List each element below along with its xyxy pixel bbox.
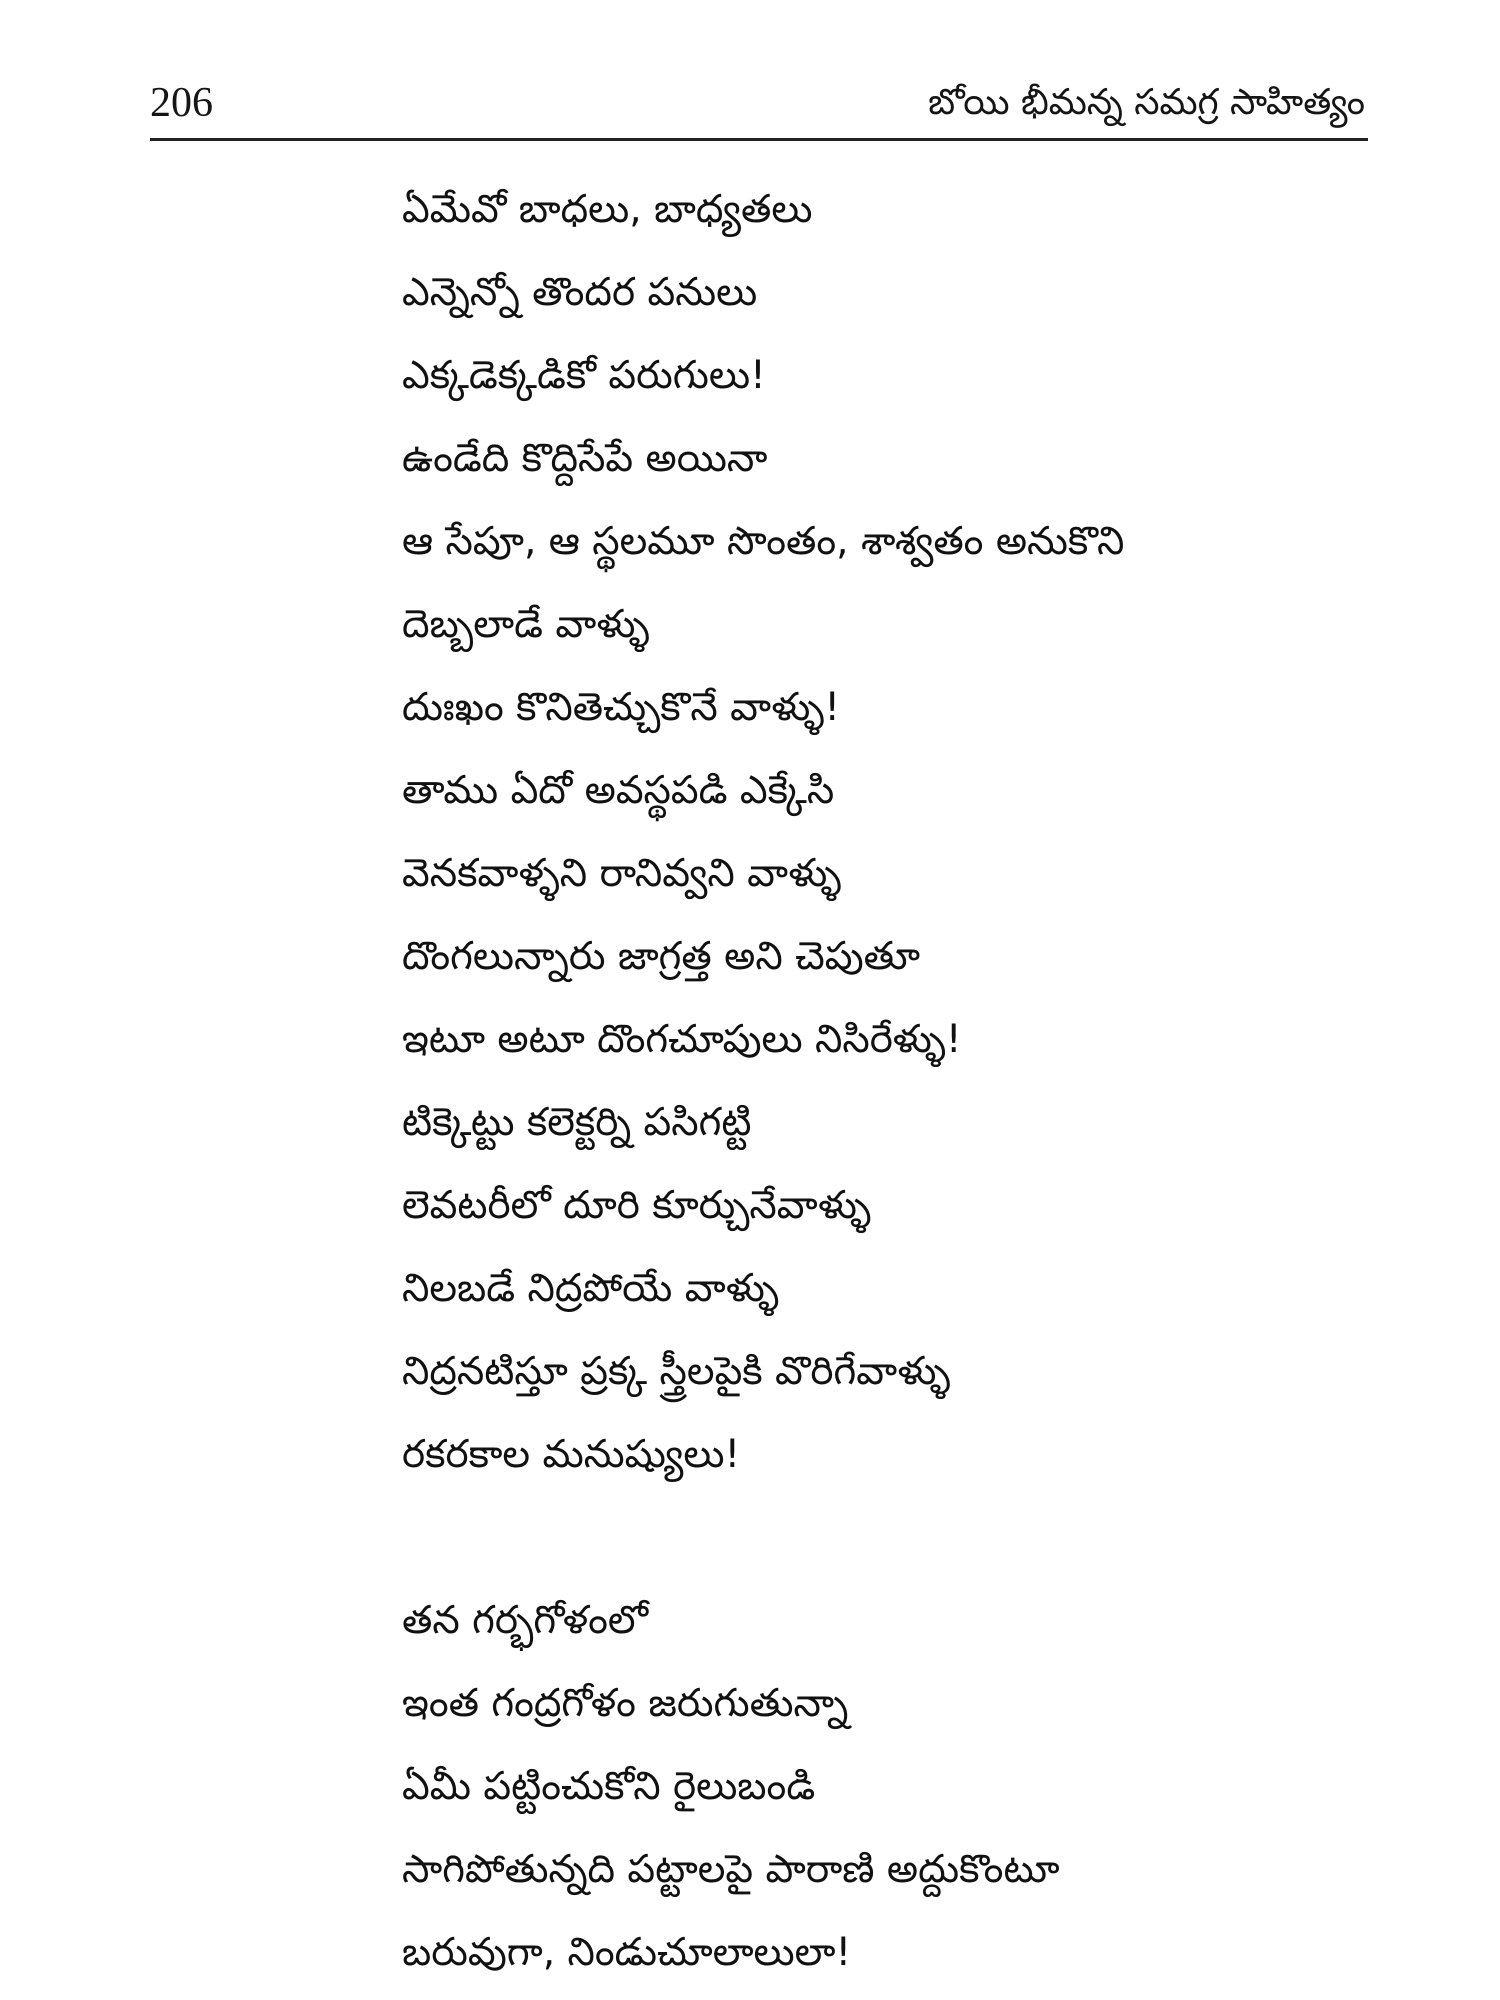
page-number: 206: [150, 80, 213, 126]
stanza-2: [402, 1579, 1402, 1994]
stanza-1: [402, 168, 1402, 1496]
poem-line: నిలబడే నిద్రపోయే వాళ్ళు: [402, 1266, 779, 1311]
poem-line: ఏమేవో బాధలు, బాధ్యతలు: [402, 187, 813, 232]
poem-line: లెవటరీలో దూరి కూర్చునేవాళ్ళు: [402, 1183, 872, 1228]
poem-line: ఉండేది కొద్దిసేపే అయినా: [402, 436, 768, 481]
poem-line: టిక్కెట్టు కలెక్టర్ని పసిగట్టి: [402, 1100, 752, 1145]
poem-line: ఎన్నెన్నో తొందర పనులు: [402, 270, 758, 315]
poem-line: వెనకవాళ్ళని రానివ్వని వాళ్ళు: [402, 851, 842, 896]
poem-line: దుఃఖం కొనితెచ్చుకొనే వాళ్ళు!: [402, 685, 841, 730]
poem-body: [402, 168, 1402, 1994]
header-rule: [150, 138, 1368, 141]
poem-line: ఏమీ పట్టించుకోని రైలుబండి: [402, 1764, 816, 1809]
poem-line: తన గర్భగోళంలో: [402, 1598, 649, 1643]
running-title: బోయి భీమన్న సమగ్ర సాహిత్యం: [928, 82, 1365, 123]
poem-line: దొంగలున్నారు జాగ్రత్త అని చెపుతూ: [402, 934, 921, 979]
poem-line: దెబ్బలాడే వాళ్ళు: [402, 602, 650, 647]
poem-line: ఇంత గంద్రగోళం జరుగుతున్నా: [402, 1681, 849, 1726]
poem-line: ఎక్కడెక్కడికో పరుగులు!: [402, 353, 766, 398]
poem-line: సాగిపోతున్నది పట్టాలపై పారాణి అద్దుకొంటూ: [402, 1847, 1060, 1892]
poem-line: బరువుగా, నిండుచూలాలులా!: [402, 1930, 852, 1975]
poem-line: ఆ సేపూ, ఆ స్థలమూ సొంతం, శాశ్వతం అనుకొని: [402, 519, 1125, 564]
poem-line: రకరకాల మనుష్యులు!: [402, 1432, 741, 1477]
poem-line: నిద్రనటిస్తూ ప్రక్క స్త్రీలపైకి వొరిగేవాళ్ళు: [402, 1349, 951, 1394]
page-header: [150, 78, 1365, 138]
poem-line: ఇటూ అటూ దొంగచూపులు నిసిరేళ్ళు!: [402, 1017, 962, 1062]
poem-line: తాము ఏదో అవస్థపడి ఎక్కేసి: [402, 768, 835, 813]
